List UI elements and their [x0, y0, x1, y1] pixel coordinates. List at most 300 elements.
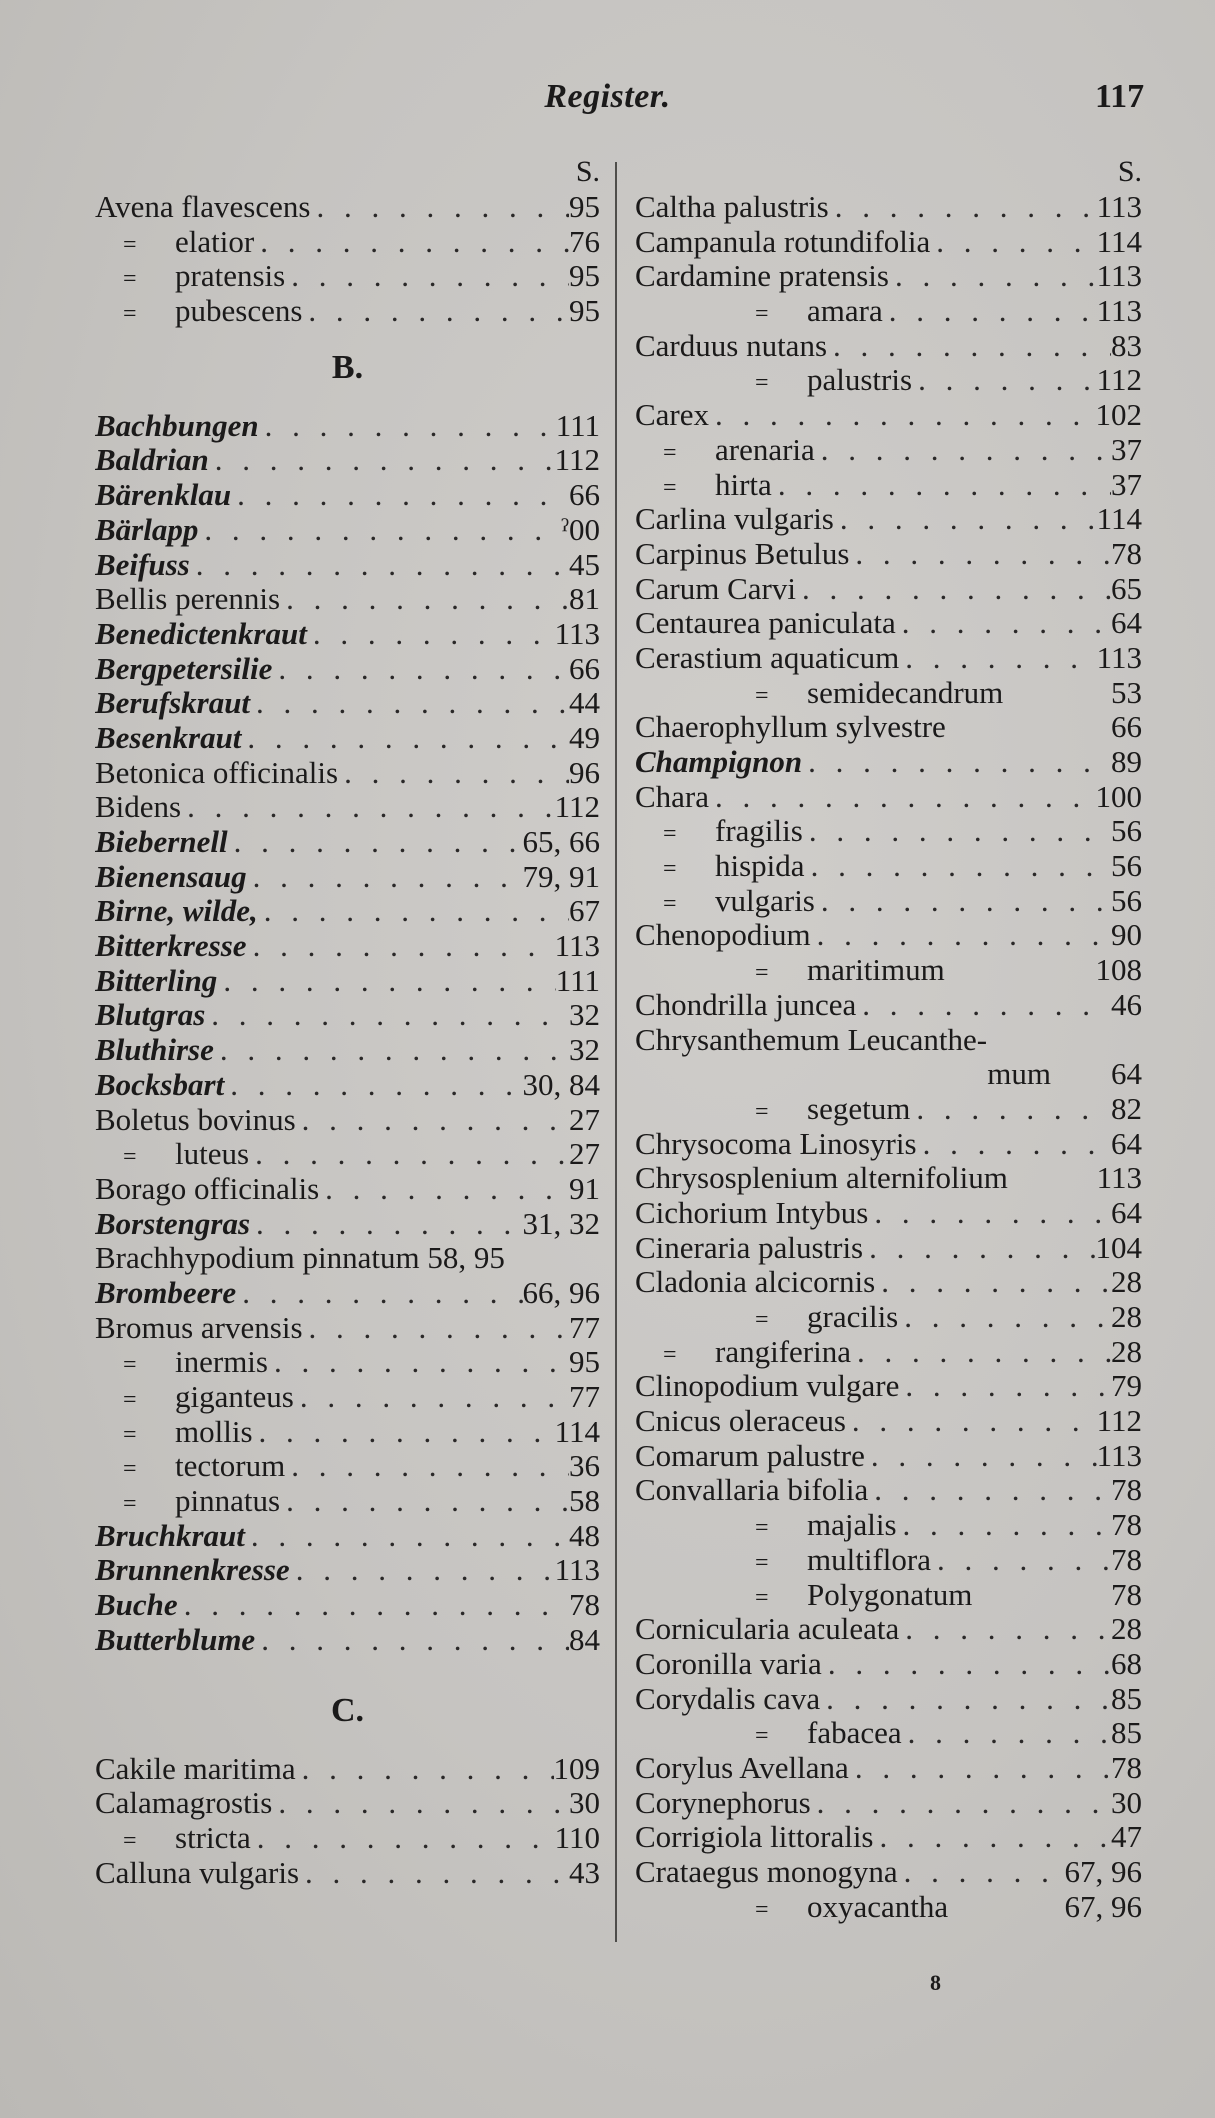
index-entry [95, 1137, 600, 1172]
index-entry [95, 1484, 600, 1519]
entry-page-ref: 32 [569, 998, 600, 1033]
entry-term-text: Comarum palustre [635, 1438, 865, 1473]
entry-term [95, 1519, 245, 1554]
entry-term [95, 1103, 296, 1138]
index-entry [635, 329, 1142, 364]
ditto-mark: = [663, 474, 677, 501]
entry-term [635, 1092, 910, 1127]
entry-term [635, 1682, 820, 1717]
entry-page-ref: 102 [1095, 398, 1142, 433]
entry-term-text: Chrysocoma Linosyris [635, 1126, 917, 1161]
entry-page-ref: 78 [1111, 1542, 1142, 1577]
entry-term-text: Carex [635, 398, 710, 433]
index-entry [635, 1786, 1142, 1821]
entry-term [95, 1241, 505, 1276]
entry-page-ref: 113 [554, 1553, 600, 1588]
entry-page-ref: 77 [569, 1380, 600, 1414]
entry-page-ref: 66 [569, 651, 600, 686]
entry-term-text: Besenkraut [95, 720, 242, 755]
entry-term [635, 918, 811, 953]
entry-page-ref: 113 [1096, 1161, 1142, 1196]
entry-term [95, 548, 190, 583]
dot-leader [181, 790, 555, 825]
signature-mark: 8 [930, 1970, 941, 1995]
dot-leader [280, 1484, 569, 1519]
index-entry [635, 606, 1142, 641]
index-entry [635, 1647, 1142, 1682]
index-entry [95, 1241, 600, 1276]
entry-term [635, 259, 889, 294]
dot-leader [205, 998, 569, 1033]
entry-term [635, 745, 802, 780]
entry-term [95, 1207, 250, 1242]
dot-leader [930, 225, 1096, 260]
entry-term-text: Campanula rotundifolia [635, 224, 931, 259]
index-entry [635, 1820, 1142, 1855]
entry-page-ref: 65, 66 [522, 825, 600, 859]
entry-term [95, 190, 310, 225]
index-entry [95, 1623, 600, 1658]
entry-term [95, 1821, 251, 1856]
entry-term [95, 1449, 285, 1484]
entry-term-text: Brunnenkresse [95, 1553, 290, 1588]
entry-term [635, 1751, 849, 1786]
ditto-mark: = [123, 1421, 137, 1448]
index-entry [635, 1231, 1142, 1266]
dot-leader [846, 1404, 1097, 1439]
entry-term [95, 825, 228, 860]
ditto-mark: = [755, 1723, 769, 1750]
dot-leader [883, 294, 1097, 329]
entry-term-text: pubescens [175, 294, 303, 329]
entry-page-ref: 95 [569, 294, 600, 329]
dot-leader [868, 1473, 1111, 1508]
entry-term-text: Corylus Avellana [635, 1750, 849, 1785]
index-entry [95, 1449, 600, 1484]
dot-leader [803, 814, 1111, 849]
entry-page-ref: 95 [569, 1345, 600, 1380]
entry-page-ref: 78 [1111, 1508, 1142, 1543]
dot-leader [875, 1265, 1111, 1300]
dot-leader [302, 294, 569, 329]
index-entry [635, 918, 1142, 953]
column-s-label: S. [575, 155, 600, 188]
dot-leader [815, 884, 1111, 919]
index-entry [95, 1311, 600, 1346]
entry-term [95, 409, 259, 444]
index-entry [635, 537, 1142, 572]
dot-leader [811, 1786, 1111, 1821]
dot-leader [258, 894, 569, 929]
entry-term [95, 294, 302, 329]
entry-term [635, 1127, 917, 1162]
entry-term-text: maritimum [807, 953, 945, 988]
entry-term [635, 606, 896, 641]
index-entry [635, 294, 1142, 329]
index-entry [635, 1335, 1142, 1370]
entry-term [635, 710, 946, 745]
entry-term [95, 1137, 249, 1172]
ditto-mark: = [663, 856, 677, 883]
entry-term [95, 1276, 236, 1311]
index-entry [635, 1751, 1142, 1786]
dot-leader [303, 1311, 569, 1346]
entry-term-text: Bärenklau [95, 478, 232, 513]
entry-term-text: arenaria [715, 432, 815, 467]
index-entry [95, 617, 600, 652]
dot-leader [899, 641, 1096, 676]
dot-leader [245, 1519, 569, 1554]
entry-page-ref: 78 [1111, 1473, 1142, 1508]
index-entry [95, 259, 600, 294]
dot-leader [250, 1207, 522, 1242]
entry-term [95, 1345, 268, 1380]
dot-leader [796, 572, 1111, 607]
dot-leader [259, 409, 556, 444]
index-entry [635, 676, 1142, 711]
entry-term-text: Coronilla varia [635, 1646, 822, 1681]
entry-term-text: Borago officinalis [95, 1171, 320, 1206]
entry-term [635, 814, 803, 849]
dot-leader [910, 1092, 1111, 1127]
dot-leader [865, 1439, 1097, 1474]
ditto-mark: = [123, 1456, 137, 1483]
entry-term-text: majalis [807, 1508, 897, 1543]
entry-page-ref: 27 [569, 1137, 600, 1172]
entry-term-text: inermis [175, 1345, 268, 1380]
entry-term-text: Beifuss [95, 547, 190, 582]
entry-term [95, 790, 181, 825]
entry-term-text: rangiferina [715, 1334, 851, 1369]
ditto-mark: = [123, 266, 137, 293]
index-entry [635, 398, 1142, 433]
entry-term-text: Berufskraut [95, 686, 251, 721]
index-entry [635, 1196, 1142, 1231]
entry-term [635, 1231, 863, 1266]
entry-term-text: giganteus [175, 1380, 294, 1414]
dot-leader [874, 1820, 1112, 1855]
dot-leader [917, 1127, 1111, 1162]
entry-term-text: Chrysanthemum Leucanthe- [635, 1022, 988, 1057]
index-entry [95, 225, 600, 260]
entry-term-text: Benedictenkraut [95, 616, 307, 651]
entry-page-ref: 112 [1096, 1404, 1142, 1439]
entry-page-ref: 45 [569, 547, 600, 582]
entry-page-ref: 109 [553, 1751, 600, 1786]
entry-term-text: Buche [95, 1588, 178, 1623]
entry-term-text: Cichorium Intybus [635, 1195, 869, 1230]
entry-term [95, 998, 205, 1033]
entry-term [635, 1057, 1111, 1092]
entry-term-text: Brachhypodium pinnatum 58, 95 [95, 1241, 505, 1276]
entry-page-ref: 111 [555, 963, 600, 998]
right-column-entries [635, 190, 1142, 1924]
dot-leader [254, 225, 569, 260]
dot-leader [255, 1623, 569, 1658]
entry-term-text: semidecandrum [807, 675, 1004, 710]
dot-leader [307, 617, 555, 652]
entry-page-ref: 113 [1096, 640, 1142, 675]
index-entry [635, 849, 1142, 884]
entry-term-text: elatior [175, 224, 255, 259]
entry-term [635, 433, 815, 468]
index-entry [95, 1276, 600, 1311]
entry-page-ref: 64 [1111, 1126, 1142, 1161]
entry-page-ref: 113 [1096, 190, 1142, 224]
entry-term-text: Bellis perennis [95, 582, 281, 617]
index-entry [635, 814, 1142, 849]
ditto-mark: = [755, 682, 769, 709]
entry-term-text: oxyacantha [807, 1889, 949, 1924]
entry-term-text: Bidens [95, 790, 182, 825]
entry-term-text: hispida [715, 849, 805, 884]
entry-term [95, 1172, 319, 1207]
entry-term-text: Biebernell [95, 825, 228, 859]
index-entry [635, 572, 1142, 607]
entry-term-text: Caltha palustris [635, 190, 829, 224]
dot-leader [931, 1543, 1111, 1578]
entry-page-ref: 30 [569, 1786, 600, 1821]
dot-leader [851, 1335, 1111, 1370]
entry-term [635, 502, 834, 537]
entry-term [95, 860, 247, 895]
dot-leader [198, 513, 561, 548]
entry-page-ref: 30 [1111, 1785, 1142, 1820]
dot-leader [802, 745, 1111, 780]
entry-page-ref: 112 [554, 790, 600, 825]
dot-leader [285, 259, 569, 294]
entry-term [635, 1890, 948, 1925]
left-column-entries [95, 190, 600, 1890]
entry-term-text: gracilis [807, 1300, 899, 1334]
dot-leader [299, 1856, 569, 1891]
index-entry [95, 582, 600, 617]
entry-term-text: Bärlapp [95, 512, 199, 547]
index-entry [95, 548, 600, 583]
entry-term-text: Bocksbart [95, 1067, 225, 1102]
ditto-mark: = [663, 821, 677, 848]
entry-term-text: Calamagrostis [95, 1786, 273, 1821]
entry-page-ref: 96 [569, 755, 600, 790]
dot-leader [889, 259, 1097, 294]
entry-page-ref: 27 [569, 1102, 600, 1137]
dot-leader [902, 1716, 1111, 1751]
entry-term-text: Bluthirse [95, 1033, 214, 1068]
entry-term-text: Blutgras [95, 998, 206, 1033]
entry-term [95, 1786, 272, 1821]
dot-leader [820, 1682, 1111, 1717]
ditto-mark: = [123, 1491, 137, 1518]
entry-page-ref: 64 [1111, 1057, 1142, 1092]
dot-leader [912, 363, 1097, 398]
entry-page-ref: 28 [1111, 1300, 1142, 1334]
ditto-mark: = [123, 231, 137, 258]
entry-term-text: Carlina vulgaris [635, 502, 834, 537]
entry-page-ref: 32 [569, 1033, 600, 1068]
entry-term-text: Bitterkresse [95, 929, 247, 964]
ditto-mark: = [663, 890, 677, 917]
index-entry [635, 1092, 1142, 1127]
ditto-mark: = [755, 1896, 769, 1923]
entry-term [95, 617, 307, 652]
entry-term-text: Carum Carvi [635, 571, 796, 606]
entry-term-text: Bienensaug [95, 859, 247, 894]
entry-term [635, 1300, 898, 1335]
entry-page-ref: 83 [1111, 328, 1142, 363]
entry-term-text: Carpinus Betulus [635, 536, 850, 571]
entry-page-ref: 81 [569, 582, 600, 617]
entry-page-ref: 65 [1111, 571, 1142, 606]
dot-leader [805, 849, 1111, 884]
entry-term-text: Brombeere [95, 1275, 237, 1310]
entry-term-text: Cnicus oleraceus [635, 1404, 846, 1439]
entry-term-text: Cakile maritima [95, 1751, 296, 1786]
index-entry [95, 1380, 600, 1415]
entry-term [635, 1369, 899, 1404]
entry-term [95, 1311, 303, 1346]
entry-term [95, 756, 338, 791]
entry-term-text: tectorum [175, 1449, 286, 1484]
index-entry [635, 1369, 1142, 1404]
entry-term [95, 894, 258, 929]
ditto-mark: = [755, 370, 769, 397]
entry-page-ref: 114 [1096, 502, 1142, 537]
dot-leader [290, 1553, 555, 1588]
index-entry [635, 1057, 1142, 1092]
entry-page-ref: 79 [1111, 1369, 1142, 1404]
entry-term-text: stricta [175, 1820, 251, 1855]
entry-term [95, 964, 217, 999]
ditto-mark: = [755, 960, 769, 987]
section-letter: B. [331, 348, 364, 386]
index-entry [635, 1612, 1142, 1647]
entry-term-text: Calluna vulgaris [95, 1855, 300, 1890]
entry-term-text: Chaerophyllum sylvestre [635, 710, 946, 745]
entry-page-ref: 113 [1096, 259, 1142, 294]
entry-page-ref: 104 [1095, 1230, 1142, 1265]
entry-page-ref: 113 [1096, 1438, 1142, 1473]
ditto-mark: = [755, 1549, 769, 1576]
entry-page-ref: 49 [569, 720, 600, 755]
column-divider [615, 162, 617, 1942]
entry-term-text: Boletus bovinus [95, 1102, 296, 1137]
dot-leader [811, 918, 1111, 953]
dot-leader [209, 443, 555, 478]
entry-term-text: Cornicularia aculeata [635, 1612, 900, 1647]
entry-page-ref: 47 [1111, 1820, 1142, 1855]
index-column-left [95, 156, 600, 1890]
dot-leader [241, 721, 569, 756]
dot-leader [250, 686, 569, 721]
entry-page-ref: 68 [1111, 1646, 1142, 1681]
entry-term [635, 572, 796, 607]
running-head-title: Register. [544, 78, 671, 115]
entry-term [635, 329, 827, 364]
entry-page-ref: 85 [1111, 1716, 1142, 1751]
page-number: 117 [1095, 78, 1145, 115]
entry-page-ref: 31, 32 [522, 1206, 600, 1241]
entry-term-text: Bitterling [95, 963, 218, 998]
dot-leader [849, 1751, 1111, 1786]
dot-leader [822, 1647, 1111, 1682]
entry-term [95, 1380, 294, 1415]
entry-page-ref: 77 [569, 1310, 600, 1345]
entry-term [95, 225, 254, 260]
entry-page-ref: 111 [555, 408, 600, 443]
entry-page-ref: 66 [1111, 710, 1142, 745]
index-entry [95, 652, 600, 687]
entry-term [635, 1161, 1008, 1196]
entry-term-text: hirta [715, 467, 772, 502]
index-entry [635, 1578, 1142, 1613]
dot-leader [709, 398, 1095, 433]
index-entry [95, 1103, 600, 1138]
entry-page-ref: 108 [1095, 953, 1142, 988]
entry-term-text: mum [987, 1057, 1051, 1092]
entry-term-text: Chondrilla juncea [635, 987, 857, 1022]
entry-term [95, 929, 247, 964]
dot-leader [268, 1345, 569, 1380]
entry-page-ref: 66 [569, 478, 600, 513]
entry-term-text: fragilis [715, 814, 803, 849]
entry-page-ref: 67 [569, 894, 600, 929]
entry-term [635, 676, 1003, 711]
entry-term-text: palustris [807, 363, 913, 398]
index-entry [635, 1161, 1142, 1196]
entry-term-text: Bromus arvensis [95, 1310, 303, 1345]
index-entry [95, 825, 600, 860]
index-entry [635, 468, 1142, 503]
index-entry [635, 780, 1142, 815]
index-entry [95, 894, 600, 929]
entry-term [95, 686, 250, 721]
entry-page-ref: 56 [1111, 849, 1142, 884]
entry-term-text: Baldrian [95, 443, 209, 478]
index-entry [95, 443, 600, 478]
index-entry [635, 1023, 1142, 1058]
index-entry [635, 1404, 1142, 1439]
entry-term [635, 1647, 822, 1682]
entry-term [95, 721, 241, 756]
entry-page-ref: 100 [1095, 779, 1142, 814]
entry-term-text: Cardamine pratensis [635, 259, 889, 294]
index-entry [635, 1855, 1142, 1890]
index-entry [635, 641, 1142, 676]
index-entry [95, 1519, 600, 1554]
ditto-mark: = [123, 1387, 137, 1413]
entry-term-text: Chara [635, 779, 710, 814]
index-entry [95, 1821, 600, 1856]
entry-term-text: Butterblume [95, 1622, 256, 1657]
dot-leader [217, 964, 555, 999]
entry-term-text: multiflora [807, 1542, 931, 1577]
index-entry [95, 294, 600, 329]
entry-page-ref: 56 [1111, 883, 1142, 918]
entry-term-text: Convallaria bifolia [635, 1473, 869, 1508]
entry-page-ref: 28 [1111, 1265, 1142, 1300]
entry-term [635, 398, 709, 433]
entry-term [635, 1023, 987, 1058]
entry-term-text: Cineraria palustris [635, 1230, 864, 1265]
entry-term-text: segetum [807, 1091, 911, 1126]
dot-leader [247, 860, 523, 895]
dot-leader [228, 825, 523, 860]
entry-term [95, 443, 209, 478]
entry-page-ref: 67, 96 [1064, 1889, 1142, 1924]
ditto-mark: = [755, 301, 769, 328]
index-entry [635, 1682, 1142, 1717]
ditto-mark: = [663, 1341, 677, 1368]
